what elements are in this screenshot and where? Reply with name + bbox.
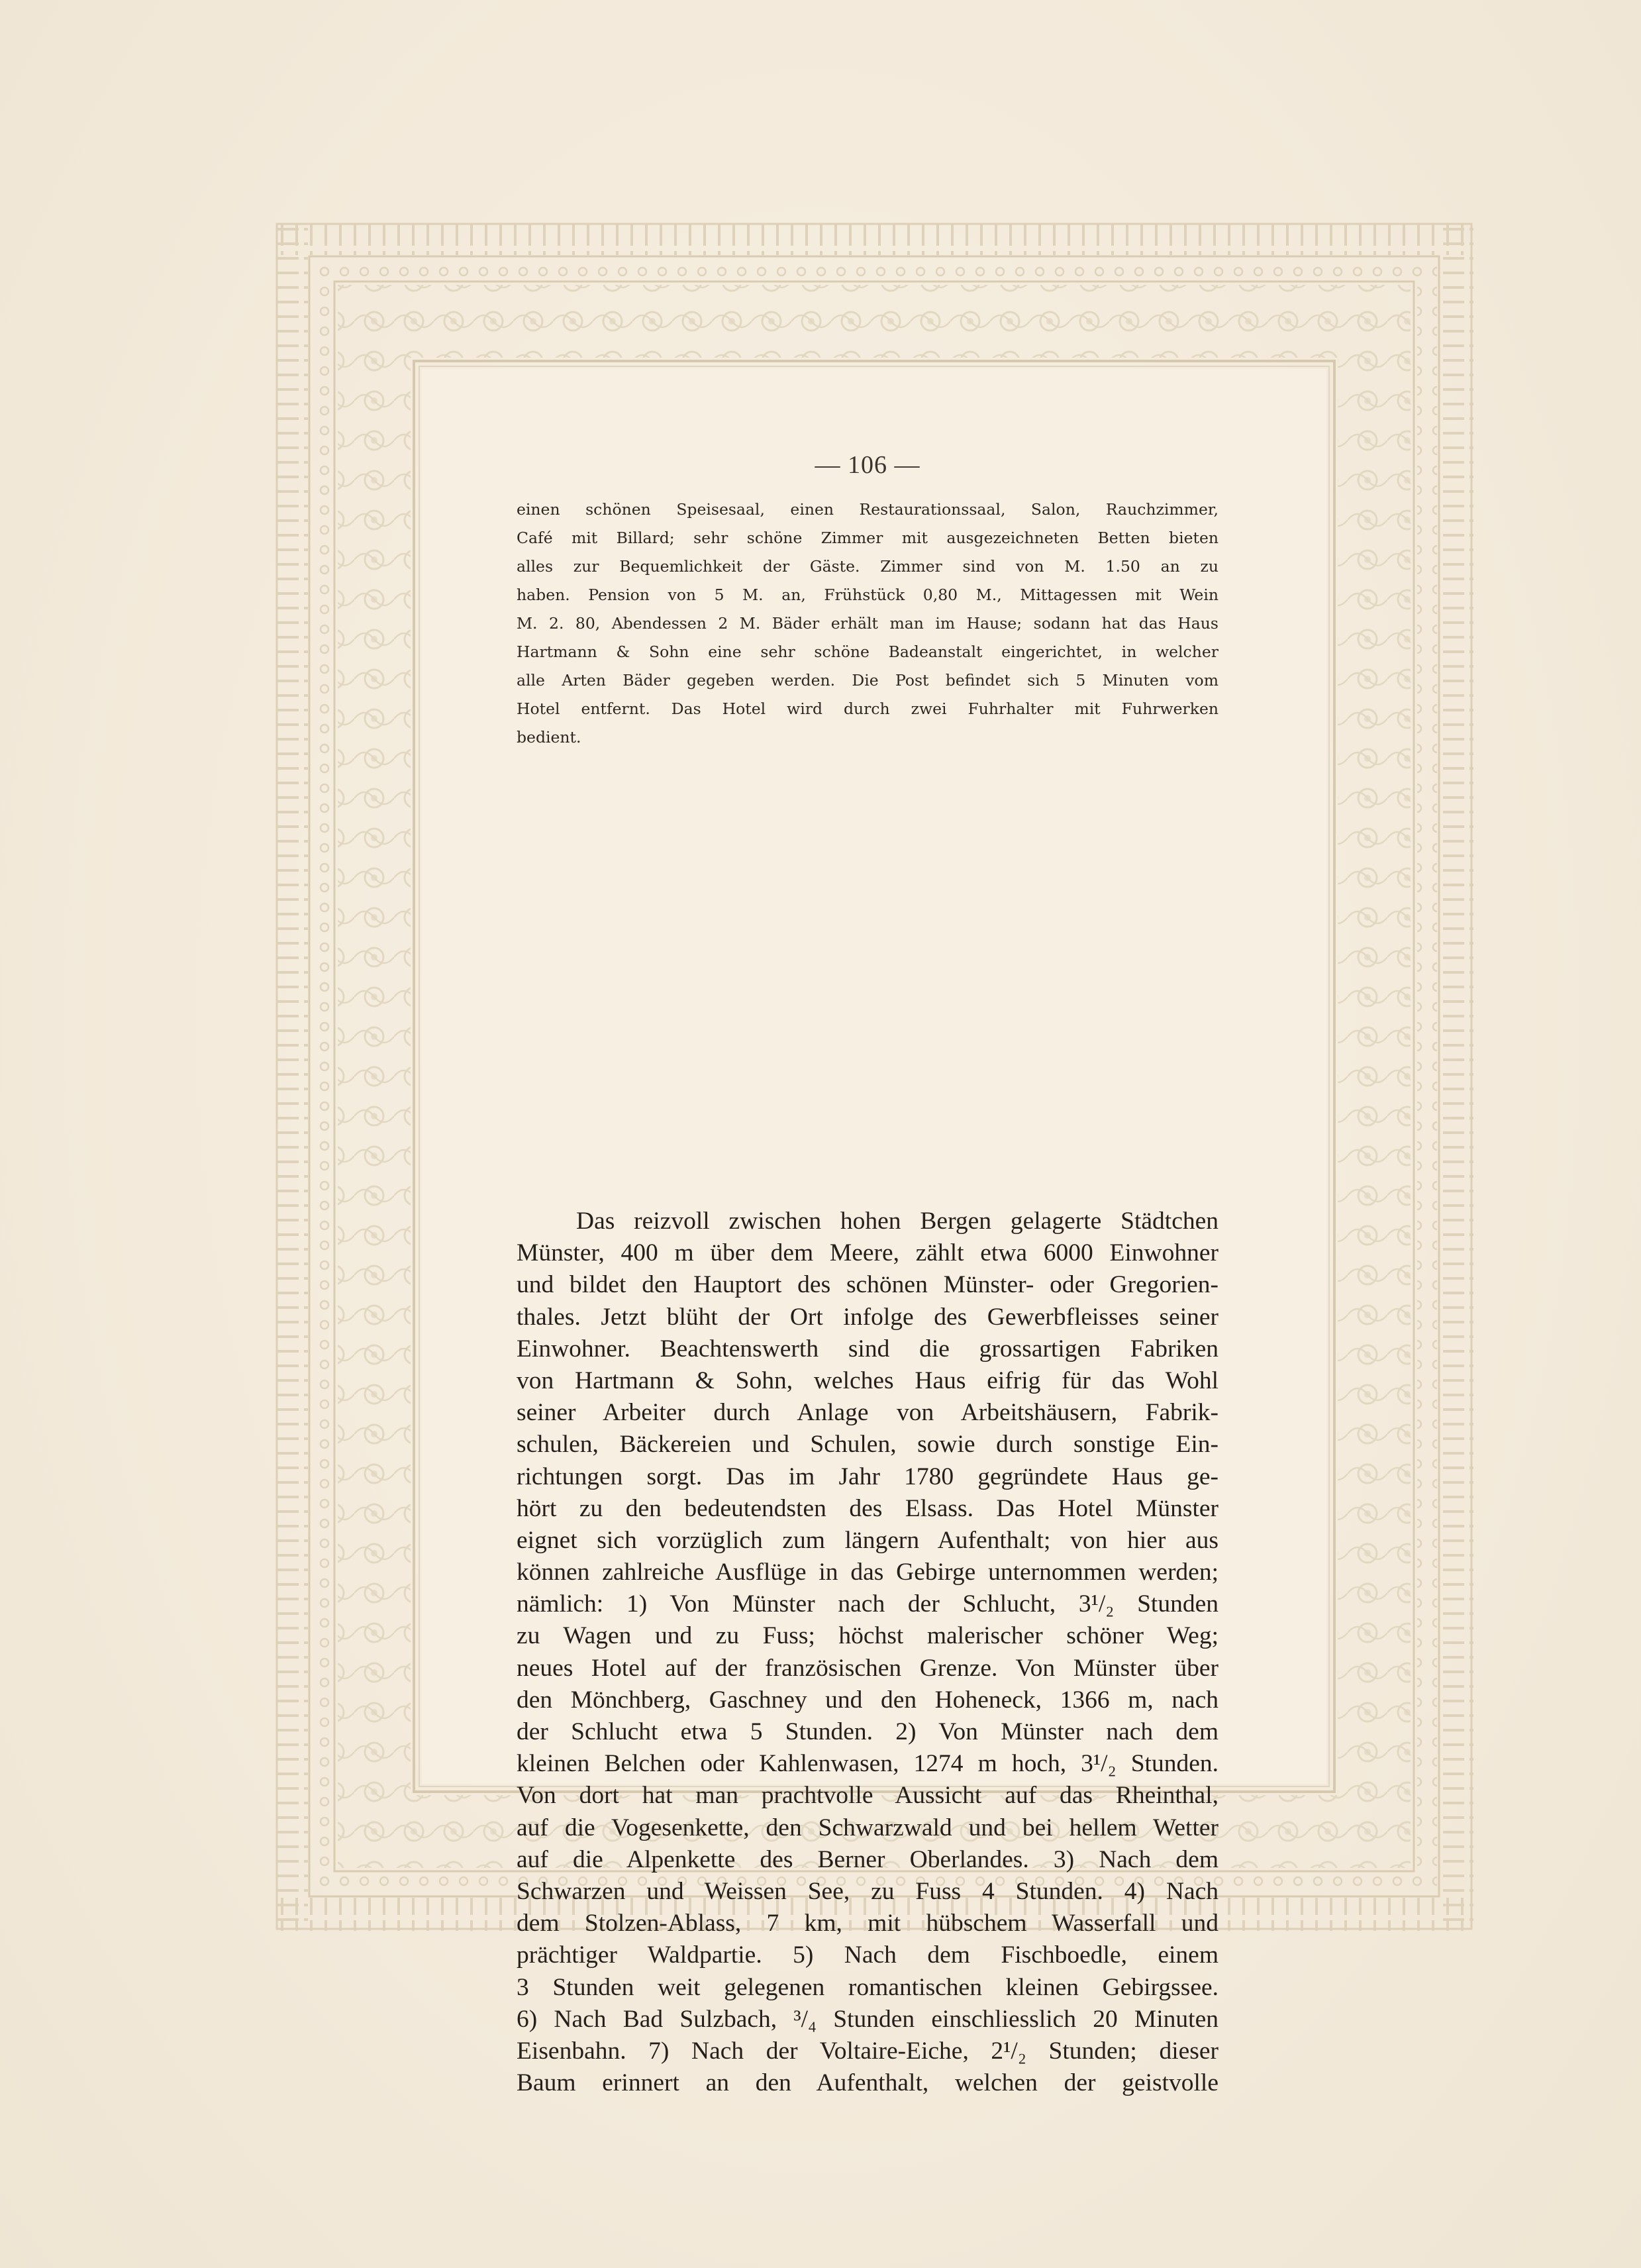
page-number: — 106 — [815,451,920,479]
muenster-description-paragraph [517,1206,1218,2099]
text-line: zu Wagen und zu Fuss; höchst malerischer schöner Weg; [517,1622,1218,1650]
text-line: den Mönchberg, Gaschney und den Hoheneck, 1366 m, nach [517,1686,1218,1714]
text-line: 3 Stunden weit gelegenen romantischen kleinen Gebirgssee. [517,1973,1218,2001]
text-line: auf die Alpenkette des Berner Oberlandes. 3) Nach dem [517,1845,1218,1873]
text-line: alle Arten Bäder gegeben werden. Die Post befindet sich 5 Minuten vom [517,671,1218,690]
text-line: Schwarzen und Weissen See, zu Fuss 4 Stunden. 4) Nach [517,1877,1218,1905]
text-line: eignet sich vorzüglich zum längern Aufenthalt; von hier aus [517,1526,1218,1554]
text-line: 6) Nach Bad Sulzbach, ³/₄ Stunden einschliesslich 20 Minuten [517,2005,1218,2033]
text-line: und bildet den Hauptort des schönen Münster- oder Gregorien- [517,1271,1218,1299]
text-line: neues Hotel auf der französischen Grenze. Von Münster über [517,1654,1218,1682]
text-line: Münster, 400 m über dem Meere, zählt etwa 6000 Einwohner [517,1239,1218,1267]
text-line: Baum erinnert an den Aufenthalt, welchen der geistvolle [517,2069,1218,2097]
text-line: von Hartmann & Sohn, welches Haus eifrig für das Wohl [517,1366,1218,1394]
text-line: Eisenbahn. 7) Nach der Voltaire-Eiche, 2¹/₂ Stunden; dieser [517,2037,1218,2065]
text-line: kleinen Belchen oder Kahlenwasen, 1274 m hoch, 3¹/₂ Stunden. [517,1750,1218,1778]
text-line: schulen, Bäckereien und Schulen, sowie durch sonstige Ein- [517,1431,1218,1459]
text-line: Das reizvoll zwischen hohen Bergen gelagerte Städtchen [576,1208,1218,1235]
text-line: alles zur Bequemlichkeit der Gäste. Zimmer sind von M. 1.50 an zu [517,557,1218,576]
text-line: nämlich: 1) Von Münster nach der Schlucht, 3¹/₂ Stunden [517,1590,1218,1618]
text-line: richtungen sorgt. Das im Jahr 1780 gegründete Haus ge- [517,1463,1218,1490]
hotel-description-paragraph [517,495,1218,752]
text-line: Hartmann & Sohn eine sehr schöne Badeanstalt eingerichtet, in welcher [517,643,1218,661]
text-line: prächtiger Waldpartie. 5) Nach dem Fischboedle, einem [517,1941,1218,1969]
text-line: haben. Pension von 5 M. an, Frühstück 0,80 M., Mittagessen mit Wein [517,586,1218,604]
text-line: M. 2. 80, Abendessen 2 M. Bäder erhält man im Hause; sodann hat das Haus [517,614,1218,633]
text-line: hört zu den bedeutendsten des Elsass. Das Hotel Münster [517,1494,1218,1522]
text-line: Einwohner. Beachtenswerth sind die grossartigen Fabriken [517,1335,1218,1363]
text-line: Café mit Billard; sehr schöne Zimmer mit ausgezeichneten Betten bieten [517,529,1218,547]
text-line: Hotel entfernt. Das Hotel wird durch zwei Fuhrhalter mit Fuhrwerken [517,699,1218,718]
text-line: seiner Arbeiter durch Anlage von Arbeitshäusern, Fabrik- [517,1399,1218,1427]
text-line: Von dort hat man prachtvolle Aussicht auf das Rheinthal, [517,1782,1218,1810]
text-line: dem Stolzen-Ablass, 7 km, mit hübschem Wasserfall und [517,1910,1218,1937]
text-line: thales. Jetzt blüht der Ort infolge des Gewerbfleisses seiner [517,1303,1218,1331]
text-line: der Schlucht etwa 5 Stunden. 2) Von Münster nach dem [517,1718,1218,1745]
text-line: auf die Vogesenkette, den Schwarzwald und bei hellem Wetter [517,1814,1218,1841]
text-line: bedient. [517,728,581,747]
text-line: einen schönen Speisesaal, einen Restaurationssaal, Salon, Rauchzimmer, [517,500,1218,519]
text-line: können zahlreiche Ausflüge in das Gebirge unternommen werden; [517,1559,1218,1586]
